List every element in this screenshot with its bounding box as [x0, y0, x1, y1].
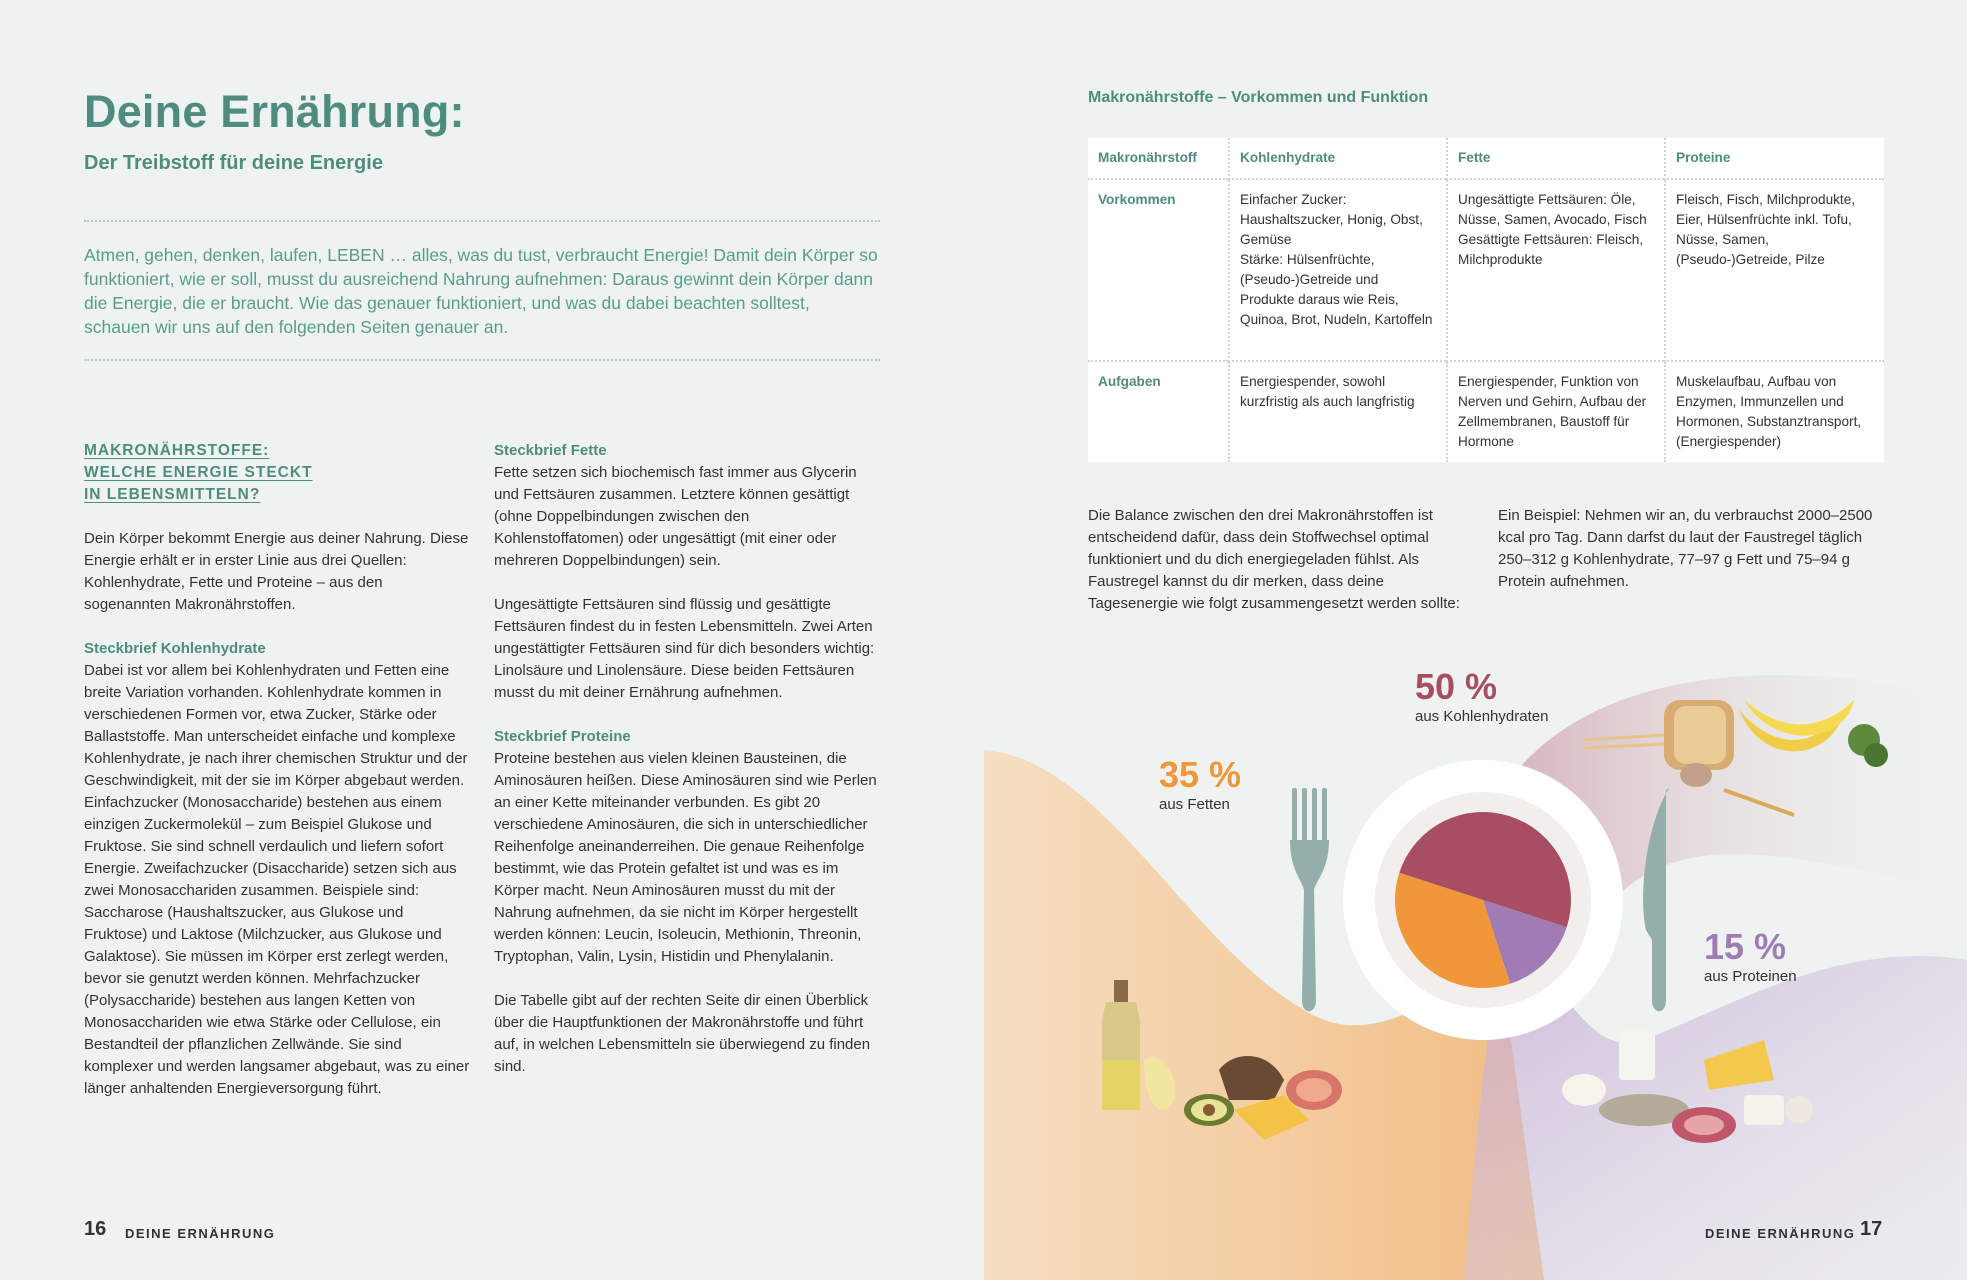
fats-caption: aus Fetten	[1159, 796, 1230, 813]
heading-line: MAKRONÄHRSTOFFE:	[84, 442, 270, 459]
running-head-right: DEINE ERNÄHRUNG	[1705, 1226, 1856, 1241]
header-cell: Fette	[1446, 138, 1664, 180]
heading-line: WELCHE ENERGIE STECKT	[84, 464, 313, 481]
divider	[84, 220, 880, 222]
proteins-caption: aus Proteinen	[1704, 968, 1797, 985]
macronutrient-table	[1088, 138, 1884, 462]
table-header-row	[1088, 138, 1884, 180]
row-label: Vorkommen	[1088, 180, 1228, 362]
carbs-caption: aus Kohlenhydraten	[1415, 708, 1549, 725]
header-cell: Makronährstoff	[1088, 138, 1228, 180]
paragraph: Ungesättigte Fettsäuren sind flüssig und gesättigte Fettsäuren findest du in festen Lebensmitteln. Zwei Arten ungestättigter Fettsäuren sind für dich besonders wichtig: Linolsäure und Linolensäure. Diese beiden Fettsäuren musst du mit deiner Ernährung aufnehmen.	[494, 596, 875, 701]
paragraph: Proteine bestehen aus vielen kleinen Bausteinen, die Aminosäuren heißen. Diese Aminosäuren sind wie Perlen an einer Kette miteinander verbunden. Es gibt 20 verschiedene Aminosäuren, die sich in unterschiedlicher Reihenfolge aneinanderreihen. Die genaue Reihenfolge bestimmt, wie das Protein gefaltet ist und was es im Körper macht. Neun Aminosäuren musst du mit der Nahrung aufnehmen, da sie nicht im Körper hergestellt werden können: Leucin, Isoleucin, Methionin, Threonin, Tryptophan, Valin, Lysin, Histidin und Phenylalanin.	[494, 750, 877, 965]
macronutrient-plate-illustration	[984, 640, 1967, 1280]
column-1	[84, 440, 470, 1122]
intro-text: Atmen, gehen, denken, laufen, LEBEN … alles, was du tust, verbraucht Energie! Damit dein Körper so funktioniert, wie er soll, musst du ausreichend Nahrung aufnehmen: Daraus gewinnt dein Körper dann die Energie, die er braucht. Wie das genauer funktioniert, und was du dabei beachten solltest, schauen wir uns auf den folgenden Seiten genauer an.	[84, 245, 878, 337]
table-cell: Energiespender, sowohl kurzfristig als auch langfristig	[1228, 362, 1446, 462]
paragraph: Dein Körper bekommt Energie aus deiner Nahrung. Diese Energie erhält er in erster Linie aus drei Quellen: Kohlenhydrate, Fette und Proteine – aus den sogenannten Makronährstoffen.	[84, 530, 469, 613]
column-2	[494, 440, 880, 1100]
fats-percent: 35 %	[1159, 754, 1242, 795]
proteins-label	[1704, 926, 1797, 985]
balance-text: Die Balance zwischen den drei Makronährstoffen ist entscheidend dafür, dass dein Stoffwechsel optimal funktioniert und du dich energiegeladen fühlst. Als Faustregel kannst du dir merken, dass deine Tagesenergie wie folgt zusammengesetzt werden sollte:	[1088, 507, 1460, 612]
carbs-label	[1415, 666, 1548, 725]
table-row	[1088, 362, 1884, 462]
paragraph: Die Tabelle gibt auf der rechten Seite dir einen Überblick über die Hauptfunktionen der Makronährstoffe und führt auf, in welchen Lebensmitteln sie überwiegend zu finden sind.	[494, 992, 871, 1075]
row-label: Aufgaben	[1098, 374, 1161, 389]
divider	[84, 359, 880, 361]
carbs-percent: 50 %	[1415, 666, 1498, 707]
table-cell: Einfacher Zucker: Haushaltszucker, Honig, Obst, Gemüse Stärke: Hülsenfrüchte, (Pseudo-)Getreide und Produkte daraus wie Reis, Quinoa, Brot, Nudeln, Kartoffeln	[1228, 180, 1446, 362]
page-number-right: 17	[1860, 1218, 1883, 1240]
paragraph: Fette setzen sich biochemisch fast immer aus Glycerin und Fettsäuren zusammen. Letztere können gesättigt (ohne Doppelbindungen zwischen den Kohlenstoffatomen) oder ungesättigt (mit einer oder mehreren Doppelbindungen) sein.	[494, 464, 857, 569]
proteins-heading: Steckbrief Proteine	[494, 728, 631, 745]
table-cell: Ungesättigte Fettsäuren: Öle, Nüsse, Samen, Avocado, Fisch Gesättigte Fettsäuren: Fleisch, Milchprodukte	[1446, 180, 1664, 362]
fats-heading: Steckbrief Fette	[494, 442, 607, 459]
header-cell: Proteine	[1664, 138, 1884, 180]
header-cell: Kohlenhydrate	[1228, 138, 1446, 180]
paragraph: Dabei ist vor allem bei Kohlenhydraten und Fetten eine breite Variation vorhanden. Kohlenhydrate kommen in verschiedenen Formen vor, etwa Zucker, Stärke oder Ballaststoffe. Man unterscheidet einfache und komplexe Kohlenhydrate, je nach ihrer chemischen Struktur und der Geschwindigkeit, mit der sie im Körper abgebaut werden. Einfachzucker (Monosaccharide) bestehen aus einem einzigen Zuckermolekül – zum Beispiel Glukose und Fruktose. Sie sind schnell verdaulich und liefern sofort Energie. Zweifachzucker (Disaccharide) setzen sich aus zwei Monosacchariden zusammen. Beispiele sind: Saccharose (Haushaltszucker, aus Glukose und Fruktose) und Laktose (Milchzucker, aus Glukose und Galaktose). Sie müssen im Körper erst zerlegt werden, bevor sie genutzt werden können. Mehrfachzucker (Polysaccharide) bestehen aus langen Ketten von Monosacchariden wie etwa Stärke oder Cellulose, ein Bestandteil der pflanzlichen Zellwände. Sie sind komplexer und werden langsamer abgebaut, was zu einer länger anhaltenden Energieversorgung führt.	[84, 662, 470, 1097]
running-head-left: DEINE ERNÄHRUNG	[125, 1226, 276, 1241]
table-cell: Energiespender, Funktion von Nerven und Gehirn, Aufbau der Zellmembranen, Baustoff für Hormone	[1446, 362, 1664, 462]
example-text: Ein Beispiel: Nehmen wir an, du verbrauchst 2000–2500 kcal pro Tag. Dann darfst du laut der Faustregel täglich 250–312 g Kohlenhydrate, 77–97 g Fett und 75–94 g Protein aufnehmen.	[1498, 507, 1873, 590]
section-heading	[84, 440, 470, 506]
table-cell: Fleisch, Fisch, Milchprodukte, Eier, Hülsenfrüchte inkl. Tofu, Nüsse, Samen, (Pseudo-)Getreide, Pilze	[1664, 180, 1884, 362]
table-title: Makronährstoffe – Vorkommen und Funktion	[1088, 89, 1429, 106]
carbs-heading: Steckbrief Kohlenhydrate	[84, 640, 266, 657]
table-row	[1088, 180, 1884, 362]
heading-line: IN LEBENSMITTELN?	[84, 486, 261, 503]
page-title: Deine Ernährung:	[84, 86, 465, 137]
table-cell: Muskelaufbau, Aufbau von Enzymen, Immunzellen und Hormonen, Substanztransport, (Energiespender)	[1664, 362, 1884, 462]
fork-icon	[1290, 788, 1329, 1011]
fats-label	[1159, 754, 1241, 813]
page-subtitle: Der Treibstoff für deine Energie	[84, 152, 383, 174]
page-number-left: 16	[84, 1218, 107, 1240]
proteins-percent: 15 %	[1704, 926, 1787, 967]
pie-chart	[1395, 812, 1571, 988]
